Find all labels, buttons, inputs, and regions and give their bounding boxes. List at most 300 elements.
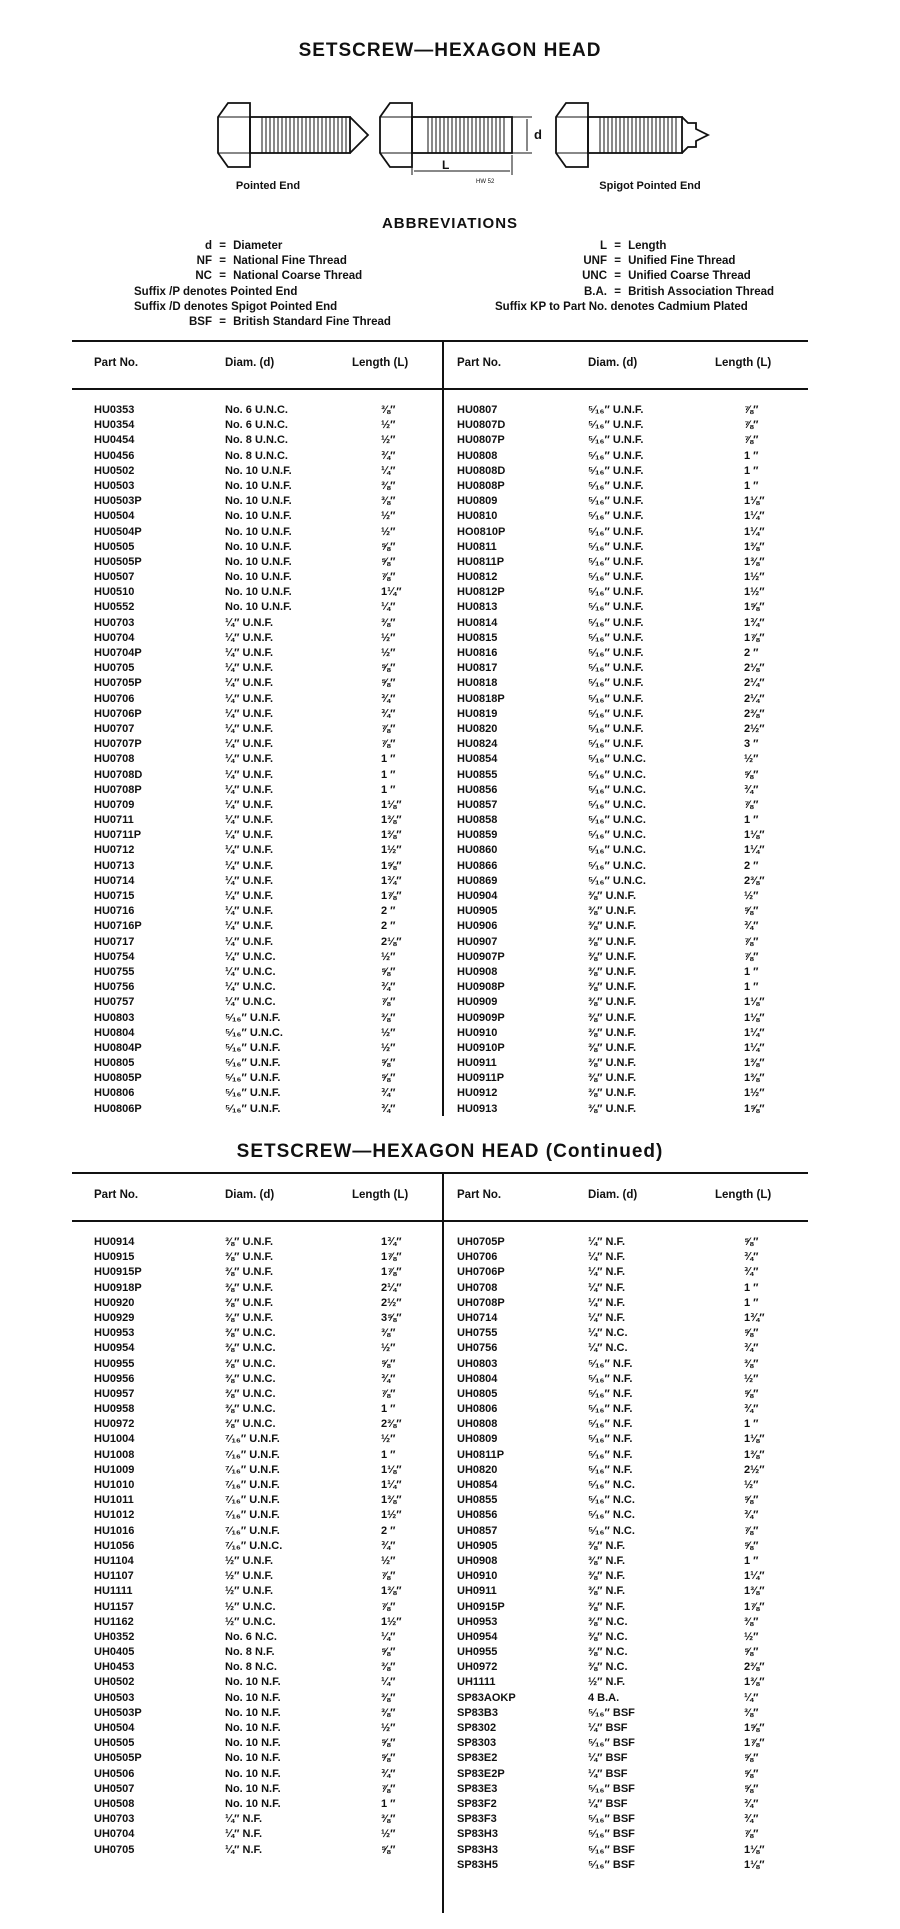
- diameter: No. 10 N.F.: [225, 1706, 281, 1719]
- diameter: ¼″ N.F.: [225, 1813, 263, 1826]
- diameter: ¼″ U.N.F.: [225, 768, 274, 781]
- diameter: No. 10 U.N.F.: [225, 586, 292, 599]
- table-row: [457, 1326, 787, 1341]
- length: ½″: [381, 419, 396, 432]
- table-row: [94, 433, 424, 448]
- table-column-divider: [442, 340, 444, 1116]
- diameter: ¼″ U.N.F.: [225, 647, 274, 659]
- table-row: [94, 1554, 424, 1569]
- diameter: ¼″ U.N.F.: [225, 753, 274, 766]
- table-row: [94, 600, 424, 615]
- length: 1 ″: [744, 1281, 759, 1294]
- diameter: ⁵⁄₁₆″ U.N.F.: [588, 601, 644, 614]
- part-number: HU0505P: [94, 555, 142, 568]
- length: ¼″: [381, 1630, 396, 1643]
- length: 1⅜″: [744, 1448, 765, 1461]
- diameter: ½″ U.N.C.: [225, 1600, 276, 1613]
- diameter: ⅜″ N.F.: [588, 1570, 626, 1583]
- diameter: No. 10 U.N.F.: [225, 525, 292, 538]
- diameter: ¼″ U.N.F.: [225, 692, 274, 705]
- length: ⅜″: [381, 404, 396, 416]
- diameter: ⁵⁄₁₆″ N.F.: [588, 1387, 633, 1400]
- length: 1½″: [381, 844, 402, 857]
- part-number: HU0504: [94, 510, 135, 523]
- length: 1⅛″: [381, 1463, 402, 1476]
- table-row: [94, 1615, 424, 1630]
- length: ½″: [381, 1342, 396, 1355]
- table-row: [457, 1797, 787, 1812]
- diameter: ⅜″ U.N.F.: [225, 1311, 274, 1324]
- abbreviation-value: Length: [628, 240, 667, 252]
- table-row: [457, 813, 787, 828]
- part-number: HU0807: [457, 404, 498, 416]
- part-number: HU0706P: [94, 707, 142, 720]
- diameter: ⅜″ U.N.C.: [225, 1403, 276, 1416]
- part-number: UH0856: [457, 1509, 498, 1522]
- diameter: ⁵⁄₁₆″ BSF: [588, 1737, 635, 1750]
- length: ⅝″: [744, 905, 759, 918]
- part-number: HU0504P: [94, 525, 142, 538]
- table-row: [457, 707, 787, 722]
- part-number: HU0905: [457, 905, 498, 918]
- header-length: Length (L): [715, 1189, 772, 1201]
- table-row: [457, 950, 787, 965]
- diameter: ⁵⁄₁₆″ U.N.F.: [588, 662, 644, 675]
- length: 1½″: [381, 1615, 402, 1628]
- abbreviation-row: [485, 285, 815, 300]
- diameter: ⁵⁄₁₆″ U.N.C.: [588, 874, 646, 887]
- length: ⅝″: [744, 1767, 759, 1780]
- table-row: [457, 600, 787, 615]
- part-number: HU0910: [457, 1026, 498, 1039]
- part-number: HU0804: [94, 1026, 135, 1039]
- table-row: [94, 768, 424, 783]
- part-number: UH0911: [457, 1585, 497, 1598]
- abbreviation-row: [485, 254, 815, 269]
- length: ¾″: [744, 1266, 759, 1279]
- diameter: No. 10 N.F.: [225, 1691, 281, 1704]
- diameter: ⁷⁄₁₆″ U.N.F.: [225, 1509, 280, 1522]
- diameter: ⅜″ U.N.F.: [588, 1011, 637, 1024]
- diameter: No. 10 N.F.: [225, 1782, 281, 1795]
- diameter: ⁵⁄₁₆″ N.F.: [588, 1433, 633, 1446]
- diameter: ⁵⁄₁₆″ U.N.C.: [588, 753, 646, 766]
- table-row: [94, 646, 424, 661]
- length: ⅝″: [381, 1072, 396, 1085]
- part-number: HU0855: [457, 768, 498, 781]
- table-row: [94, 1508, 424, 1523]
- part-number: UH0405: [94, 1646, 135, 1659]
- diameter: ⁵⁄₁₆″ U.N.F.: [588, 555, 644, 568]
- table-row: [457, 1751, 787, 1766]
- part-number: HU0714: [94, 874, 135, 887]
- length: 1⅜″: [381, 814, 402, 827]
- part-number: SP83E2P: [457, 1767, 505, 1780]
- diameter: No. 10 N.F.: [225, 1752, 281, 1765]
- length: 1⅜″: [744, 1585, 765, 1598]
- table-row: [94, 1250, 424, 1265]
- length: ¾″: [381, 1087, 396, 1100]
- diameter: ¼″ N.F.: [588, 1251, 626, 1264]
- table-row: [457, 676, 787, 691]
- length: ⅞″: [744, 1828, 759, 1841]
- abbreviation-row: [120, 315, 440, 330]
- table-row: [457, 995, 787, 1010]
- table-row: [94, 1797, 424, 1812]
- part-number: HU0804P: [94, 1041, 142, 1054]
- diameter: ¼″ U.N.F.: [225, 707, 274, 720]
- table-row: [94, 616, 424, 631]
- table-row: [457, 1493, 787, 1508]
- table-row: [94, 1086, 424, 1101]
- length: ⅝″: [381, 1737, 396, 1750]
- diameter: ⁵⁄₁₆″ U.N.F.: [588, 722, 644, 735]
- diameter: ⅜″ U.N.F.: [225, 1281, 274, 1294]
- part-number: HU0709: [94, 798, 135, 811]
- diameter: ⁵⁄₁₆″ U.N.F.: [588, 586, 644, 599]
- table-row: [94, 1660, 424, 1675]
- part-number: SP83E3: [457, 1782, 498, 1795]
- table-row: [457, 1706, 787, 1721]
- table-header-rule: [72, 388, 808, 390]
- abbreviation-sep: =: [216, 270, 230, 283]
- abbreviation-value: British Association Thread: [628, 285, 775, 298]
- table-row: [94, 874, 424, 889]
- length: ⅞″: [381, 1387, 396, 1400]
- length: 1 ″: [381, 783, 396, 796]
- length: ⅜″: [381, 479, 396, 492]
- diameter: ⅜″ U.N.F.: [588, 950, 637, 963]
- part-number: UH0905: [457, 1539, 498, 1552]
- part-number: HU0953: [94, 1327, 135, 1340]
- length: ⅝″: [744, 1327, 759, 1340]
- table-column-divider: [442, 1172, 444, 1913]
- diameter: ⅜″ U.N.F.: [588, 1102, 637, 1115]
- part-number: HU0955: [94, 1357, 135, 1370]
- diameter: ⅜″ U.N.F.: [588, 996, 637, 1009]
- table-row: [457, 494, 787, 509]
- diameter: ⁷⁄₁₆″ U.N.C.: [225, 1539, 283, 1552]
- diameter: No. 6 U.N.C.: [225, 404, 288, 416]
- part-number: UH0504: [94, 1722, 135, 1734]
- table-row: [94, 1011, 424, 1026]
- length: ¼″: [381, 464, 396, 477]
- table-row: [94, 935, 424, 950]
- table-row: [94, 555, 424, 570]
- table-row: [457, 1448, 787, 1463]
- table-row: [457, 1645, 787, 1660]
- table-row: [457, 1402, 787, 1417]
- table-row: [457, 616, 787, 631]
- part-number: HU0908: [457, 965, 498, 978]
- diameter: ¼″ U.N.F.: [225, 616, 274, 629]
- part-number: HU1107: [94, 1570, 134, 1583]
- length: ½″: [381, 1026, 396, 1039]
- abbreviations-left: [120, 239, 440, 330]
- part-number: HU0866: [457, 859, 498, 872]
- abbreviation-key: d: [204, 240, 212, 252]
- table-row: [94, 889, 424, 904]
- diameter: ⁵⁄₁₆″ BSF: [588, 1828, 635, 1841]
- length: 1⅞″: [744, 631, 765, 644]
- diameter: ⅜″ N.C.: [588, 1630, 628, 1643]
- table-row: [94, 1691, 424, 1706]
- table-row: [457, 1827, 787, 1842]
- table-top-rule: [72, 1172, 808, 1174]
- diameter: ⁵⁄₁₆″ N.F.: [588, 1403, 633, 1416]
- abbreviations-heading: ABBREVIATIONS: [381, 215, 519, 232]
- table-row: [94, 403, 424, 418]
- table-row: [457, 555, 787, 570]
- length: 2 ″: [744, 647, 759, 659]
- diameter: ¼″ U.N.F.: [225, 814, 274, 827]
- part-number: SP83H3: [457, 1843, 498, 1856]
- part-number: HU0808: [457, 449, 498, 462]
- diameter: ⅜″ U.N.C.: [225, 1372, 276, 1385]
- diameter: ½″ U.N.F.: [225, 1554, 274, 1567]
- length: ⅞″: [381, 571, 396, 584]
- part-number: HU0711P: [94, 829, 142, 842]
- table-row: [94, 1296, 424, 1311]
- diameter: ⁵⁄₁₆″ U.N.C.: [588, 859, 646, 872]
- table-row: [457, 1843, 787, 1858]
- table-row: [457, 859, 787, 874]
- length: 1¼″: [381, 1479, 402, 1491]
- diameter: No. 10 N.F.: [225, 1676, 281, 1689]
- part-number: SP83F3: [457, 1813, 497, 1826]
- table-row: [457, 1675, 787, 1690]
- part-number: HU1056: [94, 1539, 135, 1552]
- header-length: Length (L): [715, 357, 772, 369]
- length: 2¼″: [744, 677, 765, 690]
- part-number: UH0705: [94, 1843, 135, 1856]
- abbreviation-value: Suffix /P denotes Pointed End: [134, 285, 298, 298]
- length: 2½″: [744, 722, 765, 735]
- table-row: [94, 1812, 424, 1827]
- part-number: UH0908: [457, 1554, 498, 1567]
- table-row: [457, 646, 787, 661]
- table-row: [94, 525, 424, 540]
- diameter: ¼″ BSF: [588, 1752, 628, 1765]
- table-row: [457, 433, 787, 448]
- diameter: No. 6 U.N.C.: [225, 419, 288, 432]
- table-row: [457, 570, 787, 585]
- part-number: HU0808D: [457, 464, 506, 477]
- table-row: [94, 1600, 424, 1615]
- table-row: [94, 919, 424, 934]
- length: 1 ″: [744, 965, 759, 978]
- table-row: [457, 1539, 787, 1554]
- part-number: HU0812: [457, 571, 498, 584]
- table-row: [94, 676, 424, 691]
- diameter: ⅜″ U.N.F.: [225, 1266, 274, 1279]
- part-number: HU0860: [457, 844, 498, 857]
- part-number: UH0704: [94, 1828, 135, 1841]
- diameter: ⁵⁄₁₆″ U.N.C.: [588, 768, 646, 781]
- part-number: HU1011: [94, 1494, 134, 1507]
- diameter: ¼″ BSF: [588, 1767, 628, 1780]
- diameter: ¼″ U.N.F.: [225, 890, 274, 902]
- diameter: ⅜″ N.C.: [588, 1646, 628, 1659]
- part-number: HU0957: [94, 1387, 135, 1400]
- part-number: UH0808: [457, 1418, 498, 1431]
- diameter: ⁷⁄₁₆″ U.N.F.: [225, 1448, 280, 1461]
- length: 1 ″: [381, 1797, 396, 1810]
- table-row: [457, 1086, 787, 1101]
- table-row: [94, 1569, 424, 1584]
- diameter: ⅜″ U.N.F.: [588, 1057, 637, 1070]
- abbreviation-row: [120, 269, 440, 284]
- table-row: [94, 1721, 424, 1736]
- table-row: [457, 1041, 787, 1056]
- diameter: ⅜″ U.N.F.: [588, 1026, 637, 1039]
- diameter: ⁵⁄₁₆″ U.N.F.: [588, 707, 644, 720]
- table-row: [94, 418, 424, 433]
- table-row: [94, 464, 424, 479]
- table-row: [94, 859, 424, 874]
- length: ⅞″: [744, 434, 759, 447]
- part-number: HU0809: [457, 495, 498, 508]
- length: ⅞″: [744, 419, 759, 432]
- diameter: ⅜″ N.F.: [588, 1539, 626, 1552]
- table-row: [94, 1102, 424, 1117]
- length: ⅞″: [381, 722, 396, 735]
- length: 2⅜″: [744, 874, 765, 887]
- diameter: ½″ U.N.F.: [225, 1585, 274, 1598]
- length: ⅞″: [744, 798, 759, 811]
- part-number: UH0806: [457, 1403, 498, 1416]
- diameter: ⁵⁄₁₆″ N.F.: [588, 1372, 633, 1385]
- table-rows-right: [457, 1235, 787, 1873]
- part-number: UH0706P: [457, 1266, 505, 1279]
- part-number: HU0958: [94, 1403, 135, 1416]
- abbreviation-value: British Standard Fine Thread: [233, 316, 391, 329]
- table-row: [94, 1071, 424, 1086]
- diameter: ¼″ U.N.C.: [225, 981, 276, 994]
- length: ½″: [381, 1828, 396, 1841]
- diameter: ⁵⁄₁₆″ U.N.F.: [588, 692, 644, 705]
- diameter: ⁵⁄₁₆″ N.C.: [588, 1479, 635, 1491]
- table-header-rule: [72, 1220, 808, 1222]
- part-number: HU0807P: [457, 434, 505, 447]
- table-row: [94, 1026, 424, 1041]
- table-row: [457, 1432, 787, 1447]
- table-row: [94, 1265, 424, 1280]
- length: 1⅜″: [744, 1057, 765, 1070]
- table-row: [457, 1056, 787, 1071]
- table-row: [457, 1102, 787, 1117]
- length: 1¼″: [744, 1570, 765, 1583]
- table-row: [94, 1767, 424, 1782]
- part-number: HU0910P: [457, 1041, 505, 1054]
- table-row: [94, 813, 424, 828]
- part-number: UH0755: [457, 1327, 498, 1340]
- length: 2½″: [381, 1296, 402, 1309]
- table-row: [94, 1843, 424, 1858]
- diameter: ⁵⁄₁₆″ U.N.F.: [225, 1072, 281, 1085]
- length: ⅞″: [381, 996, 396, 1009]
- part-number: HU0704: [94, 631, 135, 644]
- part-number: UH0804: [457, 1372, 498, 1385]
- part-number: HU0856: [457, 783, 498, 796]
- diameter: ⁵⁄₁₆″ U.N.F.: [588, 464, 644, 477]
- length: 2 ″: [381, 920, 396, 933]
- table-row: [457, 722, 787, 737]
- table-row: [94, 1311, 424, 1326]
- table-row: [457, 1463, 787, 1478]
- header-length: Length (L): [352, 357, 409, 369]
- part-number: HU0904: [457, 890, 498, 902]
- table-row: [457, 935, 787, 950]
- length: ½″: [381, 647, 396, 659]
- diameter: ⁵⁄₁₆″ N.C.: [588, 1494, 635, 1507]
- part-number: UH0508: [94, 1797, 135, 1810]
- diameter: ⁵⁄₁₆″ U.N.F.: [588, 616, 644, 629]
- diameter: No. 10 U.N.F.: [225, 555, 292, 568]
- table-row: [457, 768, 787, 783]
- part-number: HU0805P: [94, 1072, 142, 1085]
- part-number: HU0505: [94, 540, 135, 553]
- bolt-spigot-pointed-end-figure: [548, 95, 718, 175]
- diameter: ⅜″ U.N.C.: [225, 1342, 276, 1355]
- length: 1⅛″: [381, 798, 402, 811]
- part-number: HU0912: [457, 1087, 498, 1100]
- part-number: HU0708D: [94, 768, 143, 781]
- length: 1⅛″: [744, 1843, 765, 1856]
- table-row: [457, 1584, 787, 1599]
- length: ¾″: [381, 449, 396, 462]
- diameter: ¼″ BSF: [588, 1797, 628, 1810]
- table-row: [94, 1463, 424, 1478]
- table-row: [94, 1357, 424, 1372]
- length: 1⅛″: [744, 996, 765, 1009]
- length: 1½″: [744, 571, 765, 584]
- diameter: ⁵⁄₁₆″ U.N.C.: [588, 829, 646, 842]
- pointed-end-caption: Pointed End: [235, 180, 301, 192]
- length: ⅞″: [744, 950, 759, 963]
- table-rows-right: [457, 403, 787, 1117]
- length: ¾″: [744, 783, 759, 796]
- part-number: UH0505P: [94, 1752, 142, 1765]
- part-number: HU1009: [94, 1463, 135, 1476]
- part-number: HU0717: [94, 935, 135, 948]
- diameter: ⁵⁄₁₆″ N.F.: [588, 1357, 633, 1370]
- continued-suffix: (Continued): [545, 1141, 664, 1162]
- part-number: HU0552: [94, 601, 135, 614]
- length: 1 ″: [744, 479, 759, 492]
- part-number: HU1111: [94, 1585, 133, 1598]
- length: ⅝″: [381, 555, 396, 568]
- length: 1¾″: [381, 1236, 402, 1248]
- length: 1⅝″: [744, 601, 765, 614]
- diameter: ⅜″ U.N.F.: [225, 1251, 274, 1264]
- length: ⅜″: [744, 1615, 759, 1628]
- part-number: UH0705P: [457, 1236, 505, 1248]
- diameter: ⅜″ N.C.: [588, 1661, 628, 1674]
- page-title-continued: [0, 1141, 900, 1163]
- length: 1¾″: [381, 874, 402, 887]
- length: 2¼″: [744, 692, 765, 705]
- abbreviation-value: Diameter: [233, 240, 283, 252]
- diameter: ¼″ N.F.: [588, 1266, 626, 1279]
- diameter: ⁵⁄₁₆″ U.N.F.: [588, 404, 644, 416]
- parts-table-2: [90, 1172, 808, 1917]
- length: 2 ″: [381, 905, 396, 918]
- part-number: HU0918P: [94, 1281, 142, 1294]
- diameter: ¼″ N.F.: [588, 1296, 626, 1309]
- part-number: HU0956: [94, 1372, 135, 1385]
- diameter: ¼″ U.N.F.: [225, 844, 274, 857]
